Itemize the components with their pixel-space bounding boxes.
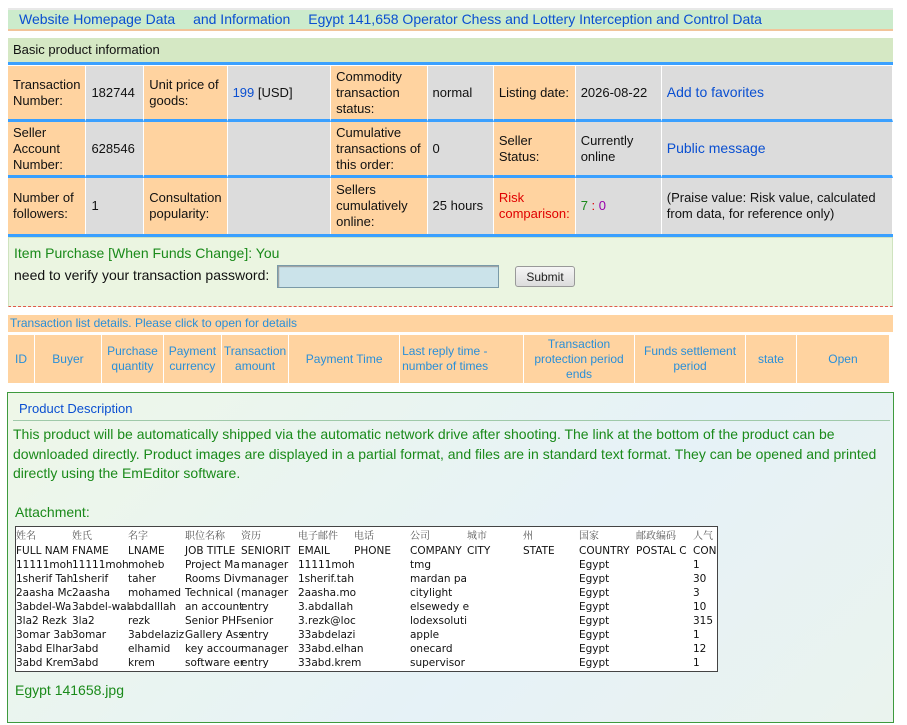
sheet-cell: manager bbox=[241, 643, 289, 655]
sheet-cell: Egypt bbox=[579, 559, 610, 571]
sheet-cell bbox=[523, 600, 578, 614]
col-buyer: Buyer bbox=[35, 335, 102, 383]
sheet-cell bbox=[467, 600, 522, 614]
product-title-link[interactable]: Egypt 141,658 Operator Chess and Lottery Interception and Control Data bbox=[308, 11, 762, 27]
risk-comparison-value bbox=[576, 178, 662, 234]
col-id: ID bbox=[8, 335, 35, 383]
sheet-cell bbox=[636, 656, 692, 670]
sheet-cell: senior bbox=[241, 615, 274, 627]
sheet-cell: 33abd.krem bbox=[298, 657, 362, 669]
sheet-cell: CITY bbox=[467, 545, 491, 557]
sheet-cell: 资历 bbox=[241, 531, 261, 542]
price-amount: 199 bbox=[232, 84, 255, 100]
sheet-cell: 邮政编码 bbox=[636, 531, 676, 542]
sheet-cell bbox=[523, 656, 578, 670]
sheet-cell: 1sherif Tah bbox=[16, 573, 74, 585]
sheet-cell: 3omar bbox=[72, 629, 107, 641]
sheet-cell: SENIORIT bbox=[241, 545, 291, 557]
col-settlement-period: Funds settlement period bbox=[635, 335, 746, 383]
sheet-cell: COUNTRY bbox=[579, 545, 630, 557]
public-message-link[interactable]: Public message bbox=[666, 140, 766, 156]
sheet-cell bbox=[354, 642, 409, 656]
col-purchase-quantity: Purchase quantity bbox=[102, 335, 164, 383]
sheet-cell: 姓氏 bbox=[72, 531, 92, 542]
sheet-cell: elhamid bbox=[128, 643, 171, 655]
sheet-cell: manager bbox=[241, 587, 289, 599]
password-prompt: need to verify your transaction password: bbox=[14, 267, 270, 283]
transaction-status-label: Commodity transaction status: bbox=[331, 66, 427, 122]
sheet-cell bbox=[354, 656, 409, 670]
sheet-cell bbox=[467, 628, 522, 642]
attachment-file-name[interactable]: Egypt 141658.jpg bbox=[15, 682, 124, 698]
sheet-cell bbox=[523, 558, 578, 572]
sheet-cell: 人气 bbox=[693, 531, 713, 542]
sheet-cell: Rooms Div bbox=[185, 573, 241, 585]
sheet-cell: apple bbox=[410, 629, 440, 641]
sheet-cell: entry bbox=[241, 629, 269, 641]
sheet-cell: supervisor bbox=[410, 657, 465, 669]
sheet-row bbox=[16, 600, 719, 614]
sheet-cell: 10 bbox=[693, 601, 707, 613]
attachment-preview-image[interactable] bbox=[15, 526, 718, 672]
consultation-popularity-value bbox=[228, 178, 332, 234]
sheet-cell: 1sherif.tah bbox=[298, 573, 354, 585]
seller-status-label: Seller Status: bbox=[494, 122, 576, 178]
sheet-cell: 3la2 Rezk bbox=[16, 615, 67, 627]
sheet-cell bbox=[523, 642, 578, 656]
sheet-cell: EMAIL bbox=[298, 545, 330, 557]
public-message-cell bbox=[662, 122, 893, 178]
sheet-cell bbox=[467, 572, 522, 586]
sheet-cell bbox=[636, 614, 692, 628]
sheet-cell bbox=[636, 600, 692, 614]
sheet-cell bbox=[467, 586, 522, 600]
sheet-cell bbox=[354, 558, 409, 572]
sheet-cell: software er bbox=[185, 657, 245, 669]
seller-account-label: Seller Account Number: bbox=[8, 122, 86, 178]
col-state: state bbox=[746, 335, 797, 383]
sheet-cell: CON bbox=[693, 545, 717, 557]
attachment-label: Attachment: bbox=[15, 504, 90, 520]
sheet-cell: 3abd bbox=[72, 657, 99, 669]
transaction-number-value: 182744 bbox=[86, 66, 144, 122]
sheet-cell: JOB TITLE bbox=[185, 545, 236, 557]
sheet-cell bbox=[523, 614, 578, 628]
sheet-cell: Egypt bbox=[579, 643, 610, 655]
sheet-cell bbox=[467, 642, 522, 656]
sheet-cell: lodexsoluti bbox=[410, 615, 467, 627]
info-row bbox=[8, 66, 893, 122]
sheet-cell: 3abd Krem bbox=[16, 657, 74, 669]
sheet-cell: taher bbox=[128, 573, 156, 585]
sheet-cell: 3abdel-Wa bbox=[16, 601, 72, 613]
sheet-cell: 2aasha Mc bbox=[16, 587, 73, 599]
price-currency: [USD] bbox=[257, 84, 293, 100]
sheet-cell: 3abd bbox=[72, 643, 99, 655]
sheet-cell bbox=[523, 586, 578, 600]
sheet-row bbox=[16, 656, 719, 670]
sheet-cell: 城市 bbox=[467, 531, 487, 542]
sheet-cell: 11111moh bbox=[72, 559, 129, 571]
basic-info-heading: Basic product information bbox=[8, 38, 893, 65]
sheet-cell: 30 bbox=[693, 573, 707, 585]
sheet-cell bbox=[354, 628, 409, 642]
followers-label: Number of followers: bbox=[8, 178, 86, 234]
sheet-cell: rezk bbox=[128, 615, 151, 627]
homepage-link[interactable]: Website Homepage Data bbox=[19, 11, 176, 27]
sheet-cell: 职位名称 bbox=[185, 531, 225, 542]
sheet-cell: manager bbox=[241, 559, 289, 571]
sheet-cell: 国家 bbox=[579, 531, 599, 542]
sheet-cell bbox=[467, 558, 522, 572]
column-header-row bbox=[8, 335, 890, 383]
sheet-header-en bbox=[16, 544, 719, 558]
sheet-cell: Egypt bbox=[579, 601, 610, 613]
sheet-cell: 33abd.elhan bbox=[298, 643, 364, 655]
sheet-cell: 州 bbox=[523, 531, 533, 542]
sheet-cell: 1 bbox=[693, 559, 700, 571]
sheet-cell: 3abdelaziz bbox=[128, 629, 185, 641]
sheet-cell bbox=[523, 628, 578, 642]
sheet-row bbox=[16, 572, 719, 586]
sheet-cell: 3abd Elhar bbox=[16, 643, 73, 655]
sheet-cell: tmg bbox=[410, 559, 432, 571]
sheet-cell: 1 bbox=[693, 629, 700, 641]
listing-date-value: 2026-08-22 bbox=[576, 66, 662, 122]
sheet-cell: 姓名 bbox=[16, 531, 36, 542]
sheet-cell: 电子邮件 bbox=[298, 531, 338, 542]
sheet-cell: mohamed bbox=[128, 587, 182, 599]
sheet-cell: Senior PHF bbox=[185, 615, 243, 627]
consultation-popularity-label: Consultation popularity: bbox=[144, 178, 227, 234]
sheet-cell: krem bbox=[128, 657, 155, 669]
sheet-row bbox=[16, 586, 719, 600]
sheet-cell bbox=[354, 614, 409, 628]
col-payment-time: Payment Time bbox=[289, 335, 400, 383]
risk-note: (Praise value: Risk value, calculated from data, for reference only) bbox=[662, 178, 893, 234]
sheet-cell: 11111moh bbox=[298, 559, 355, 571]
sheet-cell: Gallery Ass bbox=[185, 629, 244, 641]
col-last-reply: Last reply time - number of times bbox=[400, 335, 524, 383]
sheet-cell: onecard bbox=[410, 643, 453, 655]
empty-label-cell bbox=[144, 122, 227, 178]
sheet-cell bbox=[354, 586, 409, 600]
sheet-row bbox=[16, 614, 719, 628]
sheet-cell bbox=[523, 572, 578, 586]
info-row bbox=[8, 178, 893, 234]
sheet-cell: 2aasha bbox=[72, 587, 111, 599]
sheet-cell: entry bbox=[241, 657, 269, 669]
col-transaction-amount: Transaction amount bbox=[222, 335, 289, 383]
seller-status-value: Currently online bbox=[576, 122, 662, 178]
sheet-cell: moheb bbox=[128, 559, 165, 571]
sheet-cell: Egypt bbox=[579, 657, 610, 669]
sheet-cell bbox=[636, 642, 692, 656]
product-description-heading: Product Description bbox=[13, 399, 890, 421]
basic-info-table bbox=[8, 66, 893, 237]
sheet-cell: 公司 bbox=[410, 531, 430, 542]
ratio-separator: : bbox=[591, 198, 596, 213]
sheet-cell: Egypt bbox=[579, 629, 610, 641]
sheet-cell: 名字 bbox=[128, 531, 148, 542]
sheet-cell bbox=[467, 656, 522, 670]
sheet-cell: 3.rezk@loc bbox=[298, 615, 356, 627]
unit-price-value bbox=[228, 66, 332, 122]
product-description-text: This product will be automatically shipped via the automatic network drive after shooting. The link at the bottom of the product can be downloaded directly. Product images are displayed in a partial format, and files are in standard text format. They can be opened and printed directly using the EmEditor software. bbox=[13, 426, 877, 481]
col-open: Open bbox=[797, 335, 890, 383]
product-description-panel bbox=[7, 392, 894, 723]
transaction-list-heading[interactable]: Transaction list details. Please click to open for details bbox=[8, 315, 893, 332]
empty-value-cell bbox=[228, 122, 332, 178]
submit-button[interactable]: Submit bbox=[515, 266, 575, 287]
sheet-cell bbox=[636, 628, 692, 642]
sheet-cell: 3abdel-wal bbox=[72, 601, 130, 613]
sheet-header-cn bbox=[16, 530, 719, 544]
sheet-cell: entry bbox=[241, 601, 269, 613]
purchase-panel bbox=[8, 237, 893, 307]
sheet-cell: Egypt bbox=[579, 573, 610, 585]
sheet-cell bbox=[636, 572, 692, 586]
cumulative-transactions-label: Cumulative transactions of this order: bbox=[331, 122, 427, 178]
sheet-cell: 1sherif bbox=[72, 573, 109, 585]
unit-price-label: Unit price of goods: bbox=[144, 66, 227, 122]
sheet-cell: Technical ( bbox=[185, 587, 241, 599]
praise-value: 7 bbox=[580, 198, 588, 213]
sheet-cell: 电话 bbox=[354, 531, 374, 542]
sheet-cell: 315 bbox=[693, 615, 714, 627]
sheet-cell: mardan pa bbox=[410, 573, 467, 585]
sheet-cell: 1 bbox=[693, 657, 700, 669]
info-link[interactable]: and Information bbox=[193, 11, 291, 27]
sheet-cell: an account bbox=[185, 601, 244, 613]
sheet-cell: Project Ma bbox=[185, 559, 240, 571]
sheet-row bbox=[16, 558, 719, 572]
sheet-cell: 11111moh bbox=[16, 559, 73, 571]
sheet-cell: 3la2 bbox=[72, 615, 95, 627]
sheet-cell: citylight bbox=[410, 587, 453, 599]
transaction-list-header bbox=[8, 335, 890, 383]
col-protection-period: Transaction protection period ends bbox=[524, 335, 635, 383]
sellers-online-label: Sellers cumulatively online: bbox=[331, 178, 427, 234]
sheet-cell: FNAME bbox=[72, 545, 109, 557]
sheet-cell: POSTAL C bbox=[636, 545, 687, 557]
sheet-cell bbox=[467, 614, 522, 628]
sheet-cell: Egypt bbox=[579, 615, 610, 627]
sheet-cell: 3.abdallah bbox=[298, 601, 354, 613]
sheet-cell: 3 bbox=[693, 587, 700, 599]
sheet-cell: elsewedy e bbox=[410, 601, 470, 613]
sheet-cell: LNAME bbox=[128, 545, 165, 557]
sheet-cell: 3omar 3ab bbox=[16, 629, 74, 641]
purchase-instruction: Item Purchase [When Funds Change]: You bbox=[14, 245, 280, 261]
transaction-number-label: Transaction Number: bbox=[8, 66, 86, 122]
sheet-row bbox=[16, 628, 719, 642]
sheet-cell: 12 bbox=[693, 643, 707, 655]
sheet-cell: abdalllah bbox=[128, 601, 177, 613]
info-row bbox=[8, 122, 893, 178]
sheet-cell: manager bbox=[241, 573, 289, 585]
sheet-cell: 2aasha.mo bbox=[298, 587, 357, 599]
transaction-password-input[interactable] bbox=[277, 265, 499, 288]
seller-account-value: 628546 bbox=[86, 122, 144, 178]
col-payment-currency: Payment currency bbox=[164, 335, 222, 383]
sheet-cell: STATE bbox=[523, 545, 555, 557]
sheet-row bbox=[16, 642, 719, 656]
sellers-online-value: 25 hours bbox=[428, 178, 494, 234]
sheet-cell: key accour bbox=[185, 643, 243, 655]
sheet-cell bbox=[354, 600, 409, 614]
sheet-cell: COMPANY bbox=[410, 545, 462, 557]
add-to-favorites-link[interactable]: Add to favorites bbox=[666, 84, 765, 100]
risk-value: 0 bbox=[598, 198, 607, 213]
listing-date-label: Listing date: bbox=[494, 66, 576, 122]
sheet-cell: FULL NAM bbox=[16, 545, 69, 557]
sheet-cell: 33abdelazi bbox=[298, 629, 356, 641]
sheet-cell bbox=[636, 558, 692, 572]
sheet-cell bbox=[636, 586, 692, 600]
sheet-cell: PHONE bbox=[354, 545, 391, 557]
risk-comparison-label: Risk comparison: bbox=[494, 178, 576, 234]
sheet-cell bbox=[354, 572, 409, 586]
site-title-bar bbox=[8, 8, 893, 31]
add-to-favorites-cell bbox=[662, 66, 893, 122]
sheet-cell: Egypt bbox=[579, 587, 610, 599]
cumulative-transactions-value: 0 bbox=[428, 122, 494, 178]
followers-value: 1 bbox=[86, 178, 144, 234]
transaction-status-value: normal bbox=[428, 66, 494, 122]
